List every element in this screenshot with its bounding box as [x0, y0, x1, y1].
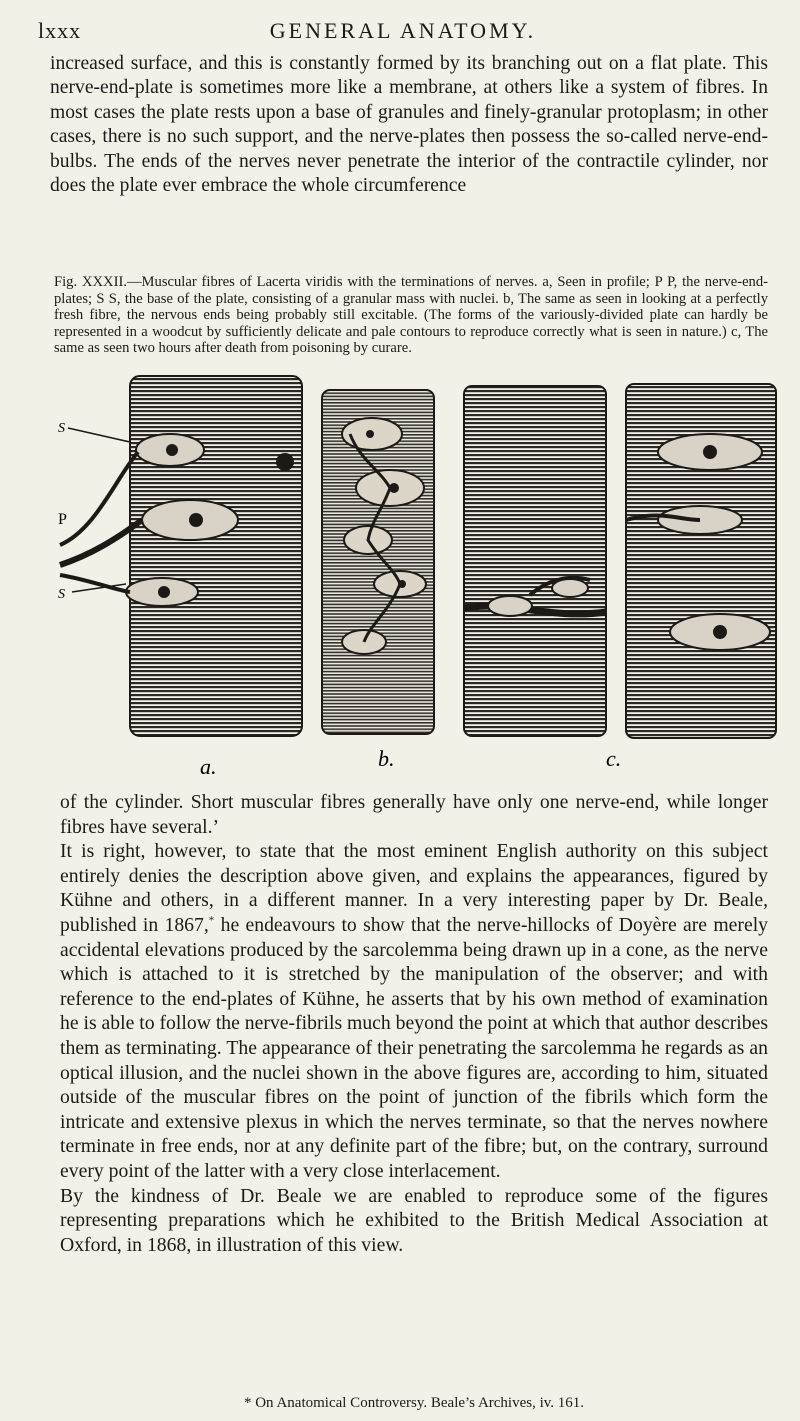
fibre-c-left — [464, 386, 606, 736]
label-b: b. — [378, 746, 395, 771]
footnote-reference: * — [208, 914, 215, 927]
figure-xxxii — [60, 370, 780, 790]
label-s-top: S — [58, 421, 65, 436]
page-header — [38, 18, 768, 52]
figure-caption: Fig. XXXII.—Muscular fibres of Lacerta viridis with the terminations of nerves. a, Seen in profile; P P, the nerve-end-plates; S S, the base of the plate, consisting of a granular mass with nuclei. b, The same as seen in looking at a perfectly fresh fibre, the nervous ends being probably still excitable. (The forms of the variously-divided plate can hardly be represented in a woodcut by sufficiently delicate and pale contours to reproduce correctly what is seen in nature.) c, The same as seen two hours after death from poisoning by curare. — [54, 274, 768, 357]
muscle-fibres-illustration — [60, 370, 780, 790]
body-paragraph-2-text: It is right, however, to state that the most eminent English authority on this subject entirely denies the description above given, and explains the appearances, figured by Kühne and others, in a different manner. In a very interesting paper by Dr. Beale, published in 1867, — [60, 840, 768, 936]
fibre-c-right — [626, 384, 776, 738]
body-text — [60, 790, 768, 1257]
footnote: * On Anatomical Controversy. Beale’s Archives, iv. 161. — [243, 1395, 585, 1411]
fibre-b — [322, 390, 434, 734]
label-c: c. — [606, 746, 622, 771]
body-paragraph-3: By the kindness of Dr. Beale we are enabled to reproduce some of the figures representing preparations which he exhibited to the British Medical Association at Oxford, in 1868, in illustration of this view. — [60, 1184, 768, 1256]
fibre-a — [60, 376, 302, 736]
running-title: GENERAL ANATOMY. — [269, 18, 537, 43]
label-s-bottom: S — [58, 587, 65, 602]
label-p: P — [58, 511, 67, 528]
label-a: a. — [200, 754, 217, 779]
body-paragraph-2-continued: he endeavours to show that the nerve-hillocks of Doyère are merely accidental elevations produced by the sarcolemma being drawn up in a cone, as the nerve which is attached to it is stretched by the manipulation of the observer; and with reference to the end-plates of Kühne, he asserts that by his own method of examination he is able to follow the nerve-fibrils much beyond the point at which that author describes them as terminating. The appearance of their penetrating the sarcolemma he regards as an optical illusion, and the nuclei shown in the above figures are, according to him, situated outside of the muscular fibres on the point of junction of the fibrils which form the intricate and extensive plexus in which the nerves terminate, so that the nerves nowhere terminate in free ends, nor at any definite part of the fibre; but, on the contrary, surround every point of the latter with a very close interlacement. — [60, 913, 769, 1182]
body-paragraph-2 — [60, 839, 768, 1183]
body-paragraph-1: of the cylinder. Short muscular fibres generally have only one nerve-end, while longer fibres have several.’ — [60, 791, 768, 838]
page-number: lxxx — [38, 18, 82, 43]
intro-paragraph: increased surface, and this is constantly formed by its branching out on a flat plate. This nerve-end-plate is sometimes more like a membrane, at others like a system of fibres. In most cases the plate rests upon a base of granules and finely-granular protoplasm; in other cases, there is no such support, and the nerve-plates then possess the so-called nerve-end-bulbs. The ends of the nerves never penetrate the interior of the contractile cylinder, nor does the plate ever embrace the whole circumference — [50, 53, 768, 197]
